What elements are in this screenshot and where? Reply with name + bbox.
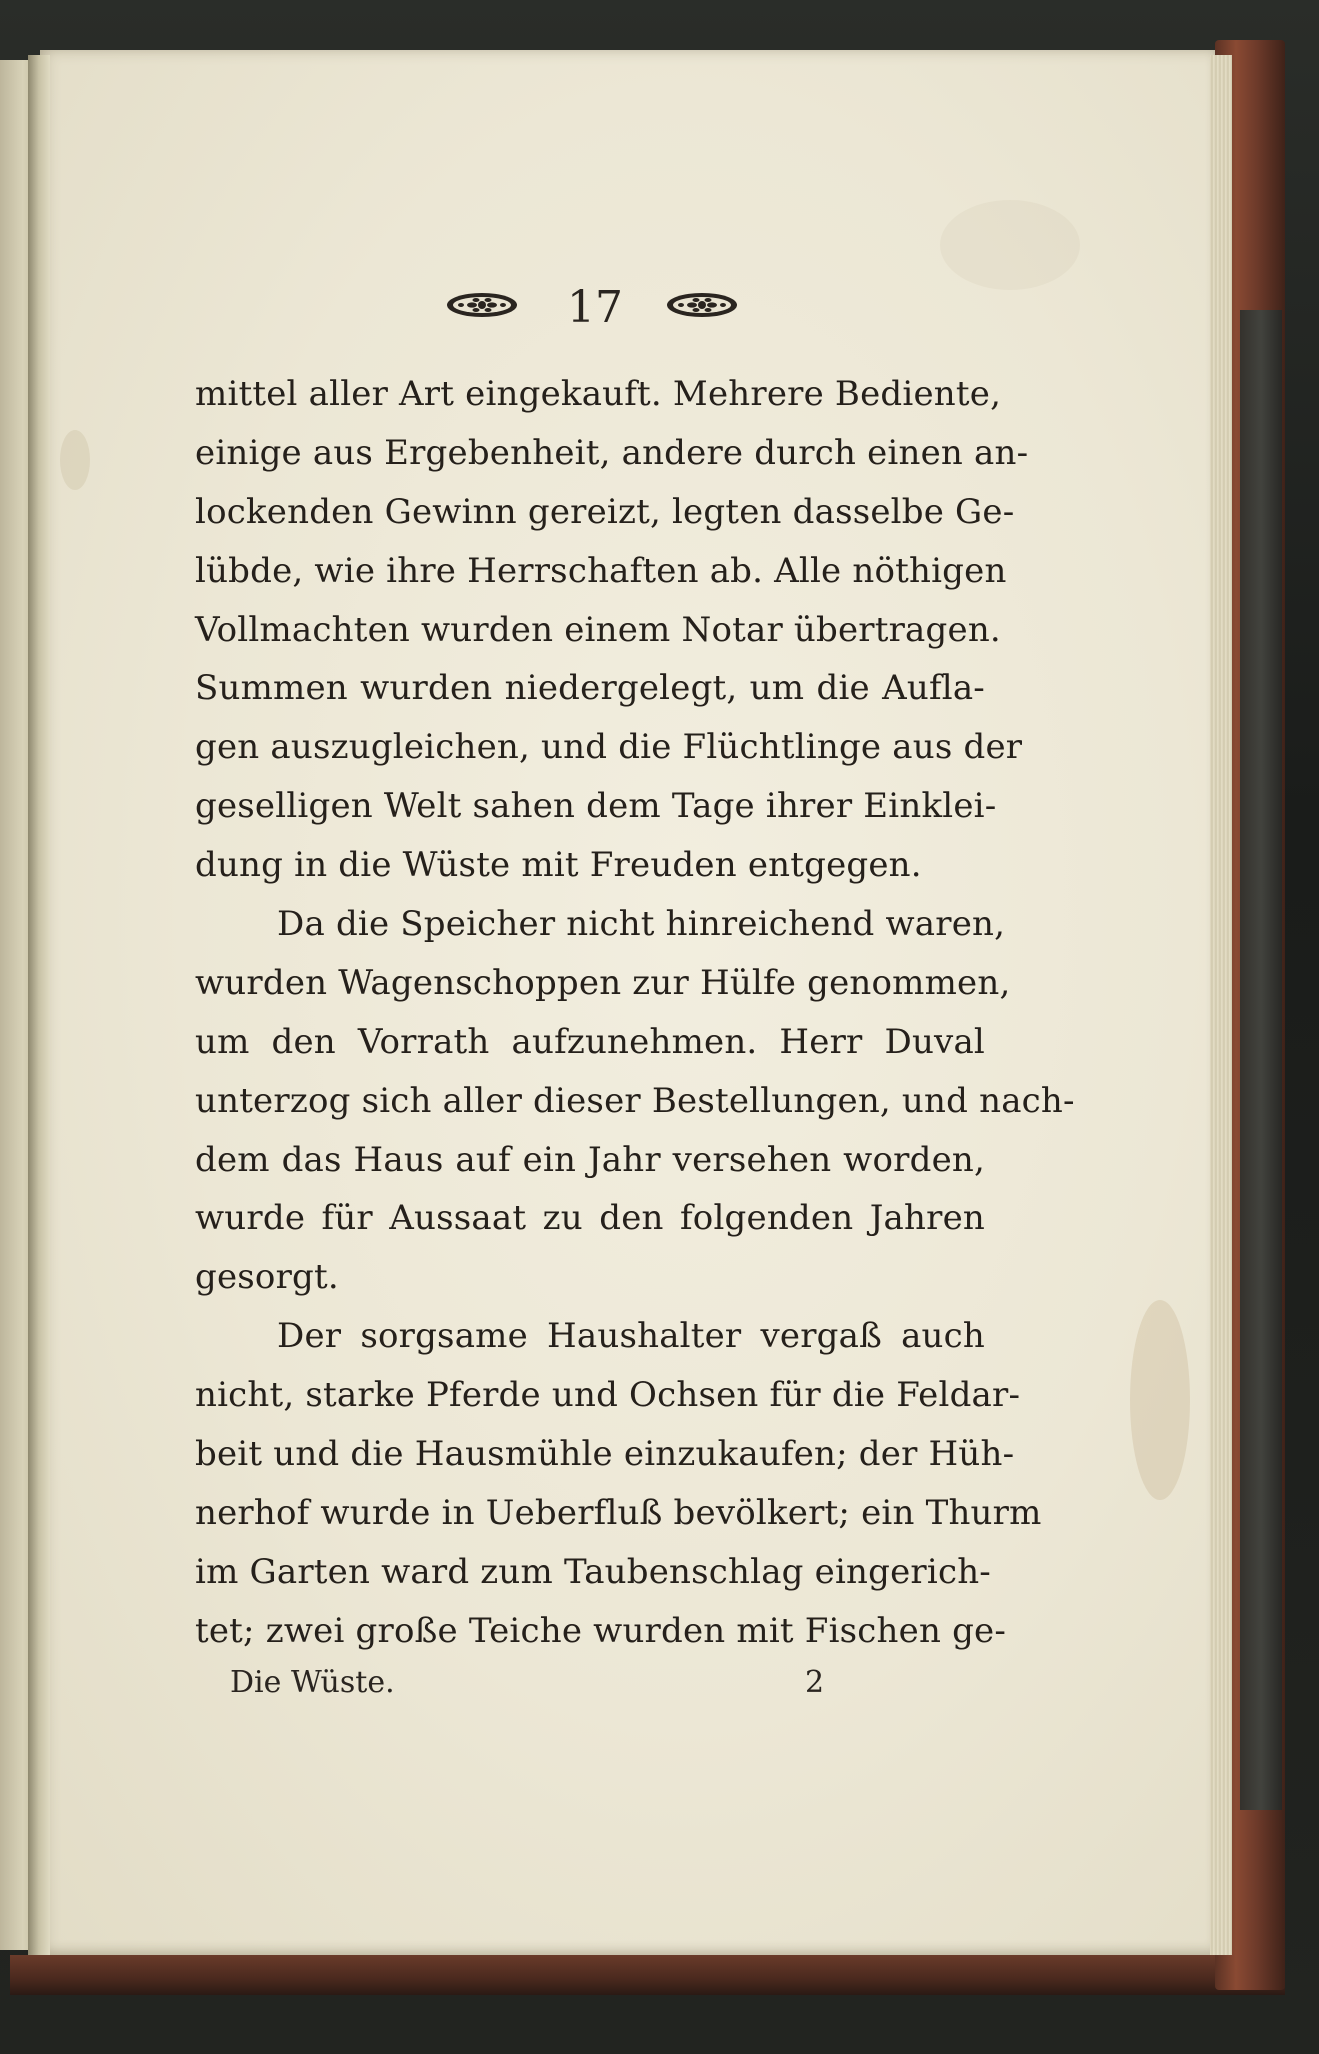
text-line: tet; zwei große Teiche wurden mit Fischen ge- — [195, 1610, 1007, 1651]
rosette-ornament-icon — [445, 290, 519, 320]
book-cover-bottom-edge — [10, 1955, 1285, 1995]
page-header — [0, 268, 1319, 348]
rosette-ornament-icon — [665, 290, 739, 320]
text-line: dem das Haus auf ein Jahr versehen worden, — [195, 1139, 985, 1180]
text-line: im Garten ward zum Taubenschlag eingerich- — [195, 1551, 991, 1592]
body-text — [195, 365, 1075, 1661]
text-line: Vollmachten wurden einem Notar übertragen. — [195, 609, 1001, 650]
signature-title: Die Wüste. — [230, 1665, 395, 1700]
text-line: gen auszugleichen, und die Flüchtlinge aus der — [195, 727, 1023, 768]
page-number: 17 — [567, 282, 623, 333]
paper-stain — [60, 430, 90, 490]
text-line: lübde, wie ihre Herrschaften ab. Alle nöthigen — [195, 550, 1007, 591]
text-line: geselligen Welt sahen dem Tage ihrer Einklei- — [195, 786, 997, 827]
paper-stain — [1130, 1300, 1190, 1500]
text-line: beit und die Hausmühle einzukaufen; der Hüh- — [195, 1434, 1015, 1475]
text-line: gesorgt. — [195, 1257, 339, 1298]
text-line: Summen wurden niedergelegt, um die Aufla- — [195, 668, 985, 709]
text-line: Da die Speicher nicht hinreichend waren, — [277, 904, 1006, 945]
text-line: dung in die Wüste mit Freuden entgegen. — [195, 845, 922, 886]
text-line: um den Vorrath aufzunehmen. Herr Duval — [195, 1021, 985, 1062]
text-line: mittel aller Art eingekauft. Mehrere Bediente, — [195, 374, 1002, 414]
text-line: wurde für Aussaat zu den folgenden Jahren — [195, 1198, 985, 1239]
text-line: wurden Wagenschoppen zur Hülfe genommen, — [195, 962, 1011, 1003]
text-line: nicht, starke Pferde und Ochsen für die Feldar- — [195, 1375, 1021, 1416]
text-line: nerhof wurde in Ueberfluß bevölkert; ein Thurm — [195, 1492, 1042, 1533]
signature-mark: 2 — [805, 1665, 825, 1700]
book-cover-shadow — [1240, 310, 1282, 1810]
page-footer — [230, 1655, 850, 1710]
text-line: einige aus Ergebenheit, andere durch einen an- — [195, 432, 1029, 473]
text-line: unterzog sich aller dieser Bestellungen, und nach- — [195, 1080, 1075, 1121]
text-line: lockenden Gewinn gereizt, legten dasselbe Ge- — [195, 491, 1015, 532]
text-line: Der sorgsame Haushalter vergaß auch — [277, 1316, 985, 1357]
